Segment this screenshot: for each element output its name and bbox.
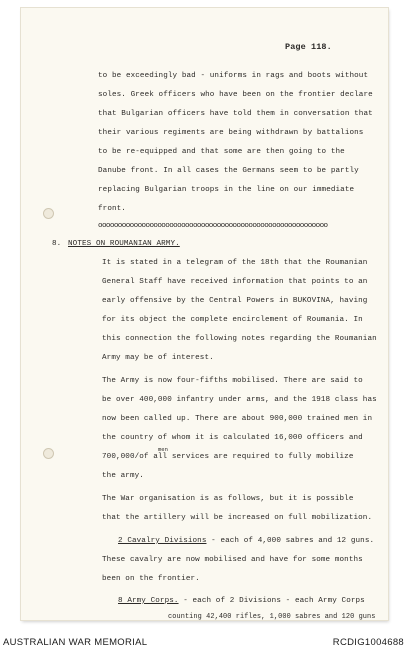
handwritten-insertion: men [158, 446, 168, 453]
text-line: this connection the following notes regarding the Roumanian [102, 335, 377, 343]
footer-credit: AUSTRALIAN WAR MEMORIAL [3, 637, 148, 648]
text-line: soles. Greek officers who have been on the frontier declare [98, 91, 373, 99]
text-line: for its object the complete encirclement of Roumania. In [102, 316, 363, 324]
text-line: The War organisation is as follows, but it is possible [102, 495, 354, 503]
army-corps-heading: 8 Army Corps. [118, 597, 179, 605]
army-corps-entry [118, 597, 365, 605]
text-line: front. [98, 205, 126, 213]
text-line: been on the frontier. [102, 575, 200, 583]
cavalry-heading: 2 Cavalry Divisions [118, 537, 207, 545]
text-line: The Army is now four-fifths mobilised. There are said to [102, 377, 363, 385]
text-line: that Bulgarian officers have told them in conversation that [98, 110, 373, 118]
punch-hole [43, 448, 54, 459]
cavalry-detail: - each of 4,000 sabres and 12 guns. [206, 537, 375, 545]
text-line: to be re-equipped and that some are then going to the [98, 148, 345, 156]
text-line: Danube front. In all cases the Germans seem to be partly [98, 167, 359, 175]
text-line: 700,000/of all services are required to fully mobilize [102, 453, 354, 461]
text-line: their various regiments are being withdrawn by battalions [98, 129, 364, 137]
cavalry-entry [118, 537, 374, 545]
text-line: the army. [102, 472, 144, 480]
text-line: early offensive by the Central Powers in BUKOVINA, having [102, 297, 368, 305]
text-line: replacing Bulgarian troops in the line on our immediate [98, 186, 355, 194]
text-line: be over 400,000 infantry under arms, and the 1918 class has [102, 396, 377, 404]
text-line: the country of whom it is calculated 16,000 officers and [102, 434, 363, 442]
section-title: NOTES ON ROUMANIAN ARMY. [68, 240, 180, 248]
document-page [21, 8, 388, 620]
page-number: Page 118. [285, 42, 332, 52]
footer-id: RCDIG1004688 [332, 637, 404, 648]
army-corps-detail: - each of 2 Divisions - each Army Corps [178, 597, 365, 605]
text-line: Army may be of interest. [102, 354, 214, 362]
text-line: General Staff have received information that points to an [102, 278, 368, 286]
text-line: to be exceedingly bad - uniforms in rags and boots without [98, 72, 369, 80]
punch-hole [43, 208, 54, 219]
text-line: now been called up. There are about 900,000 trained men in [102, 415, 373, 423]
text-line: These cavalry are now mobilised and have for some months [102, 556, 363, 564]
text-line: It is stated in a telegram of the 18th that the Roumanian [102, 259, 368, 267]
text-line: that the artillery will be increased on full mobilization. [102, 514, 373, 522]
separator-line: oooooooooooooooooooooooooooooooooooooooooooooooooooooooooo [98, 222, 328, 230]
section-number: 8. [52, 240, 62, 248]
text-line: counting 42,400 rifles, 1,000 sabres and 120 guns [168, 613, 376, 621]
